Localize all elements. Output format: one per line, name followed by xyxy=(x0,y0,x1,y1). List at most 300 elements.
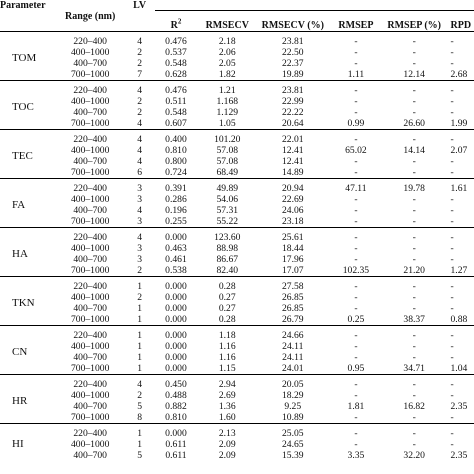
cell-r2: 0.000 xyxy=(165,292,187,303)
cell-rmsep-pct: - xyxy=(412,341,416,352)
parameter-cell: TKN xyxy=(0,281,56,326)
cell-rmsecv-pct: 26.85 xyxy=(281,292,304,303)
cell-lv: 4 xyxy=(137,134,143,145)
cell-rpd: - xyxy=(445,216,474,228)
header-range-label: Range (nm) xyxy=(65,10,116,22)
cell-rmsep-pct: - xyxy=(412,47,416,58)
cell-rmsecv: 1.16 xyxy=(218,341,236,352)
cell-r2: 0.548 xyxy=(165,107,187,118)
cell-rpd: 0.88 xyxy=(445,314,474,326)
cell-rmsecv: 2.09 xyxy=(218,439,236,450)
table-row xyxy=(0,243,474,254)
cell-rmsep: - xyxy=(354,194,358,205)
cell-rmsecv: 1.82 xyxy=(197,69,258,81)
cell-rmsecv-pct: 10.89 xyxy=(258,412,328,424)
parameter-cell: HR xyxy=(0,379,56,424)
cell-rpd: 2.07 xyxy=(450,145,468,156)
cell-lv: 3 xyxy=(137,183,143,194)
cell-rmsep-pct: 38.37 xyxy=(384,314,445,326)
cell-rpd: - xyxy=(450,428,454,439)
cell-lv: 2 xyxy=(137,107,143,118)
table-row xyxy=(0,390,474,401)
cell-rmsecv: 2.06 xyxy=(218,47,236,58)
table-row xyxy=(0,450,474,461)
cell-rmsep: - xyxy=(354,96,358,107)
cell-rmsecv: 82.40 xyxy=(197,265,258,277)
cell-rmsecv-pct: 24.06 xyxy=(281,205,304,216)
cell-lv: 4 xyxy=(137,232,143,243)
cell-rmsep-pct: - xyxy=(412,194,416,205)
table-row xyxy=(0,363,474,375)
table-row xyxy=(0,85,474,96)
header-parameter xyxy=(0,0,56,32)
header-rmsecv-pct-label: RMSECV (%) xyxy=(261,20,324,31)
cell-rmsep-pct: - xyxy=(412,232,416,243)
cell-rmsecv-pct: 22.22 xyxy=(281,107,304,118)
header-rmsep-pct-label: RMSEP (%) xyxy=(387,20,441,31)
cell-rmsep: - xyxy=(354,379,358,390)
cell-rpd: 1.99 xyxy=(445,118,474,130)
header-rmsecv xyxy=(197,11,258,32)
cell-range: 220–400 xyxy=(73,134,107,145)
table-row xyxy=(0,58,474,69)
cell-rmsecv-pct: 25.05 xyxy=(281,428,304,439)
cell-rmsep-pct: 19.78 xyxy=(403,183,425,194)
cell-lv: 1 xyxy=(124,314,155,326)
cell-rmsecv-pct: 24.11 xyxy=(282,341,304,352)
cell-lv: 1 xyxy=(137,428,143,439)
cell-r2: 0.000 xyxy=(155,314,197,326)
cell-rmsecv-pct: 17.07 xyxy=(258,265,328,277)
cell-rmsecv-pct: 15.39 xyxy=(281,450,304,461)
cell-r2: 0.000 xyxy=(155,363,197,375)
cell-lv: 2 xyxy=(137,390,143,401)
table-row xyxy=(0,145,474,156)
cell-rmsecv: 57.08 xyxy=(216,156,239,167)
cell-rmsep: - xyxy=(354,205,358,216)
cell-lv: 1 xyxy=(137,303,143,314)
cell-rmsecv-pct: 23.81 xyxy=(281,85,304,96)
cell-range: 400–700 xyxy=(73,303,107,314)
cell-rmsecv-pct: 23.81 xyxy=(281,36,304,47)
cell-rpd: - xyxy=(450,47,454,58)
cell-range: 700–1000 xyxy=(56,265,124,277)
cell-rmsep: - xyxy=(354,156,358,167)
cell-rpd: - xyxy=(450,330,454,341)
cell-range: 700–1000 xyxy=(56,314,124,326)
cell-rmsep: - xyxy=(354,390,358,401)
cell-rmsep: 0.95 xyxy=(328,363,384,375)
cell-lv: 2 xyxy=(137,47,143,58)
cell-rmsep: - xyxy=(354,254,358,265)
cell-rpd: - xyxy=(450,341,454,352)
cell-rmsecv-pct: 20.05 xyxy=(281,379,304,390)
table-row xyxy=(0,36,474,47)
cell-range: 700–1000 xyxy=(56,167,124,179)
cell-range: 400–1000 xyxy=(70,243,110,254)
header-rmsecv-pct xyxy=(258,11,328,32)
header-range-top-label xyxy=(113,0,118,1)
cell-rmsecv: 0.28 xyxy=(197,314,258,326)
table-row xyxy=(0,314,474,326)
cell-rpd: - xyxy=(450,281,454,292)
cell-lv: 2 xyxy=(124,265,155,277)
cell-rmsep: 3.35 xyxy=(347,450,365,461)
cell-rmsep-pct: - xyxy=(412,134,416,145)
cell-rmsecv-pct: 24.11 xyxy=(282,352,304,363)
cell-rmsep: - xyxy=(328,167,384,179)
cell-rmsecv-pct: 22.99 xyxy=(281,96,304,107)
cell-rpd: - xyxy=(450,379,454,390)
header-r2-superscript: 2 xyxy=(177,17,182,26)
cell-rmsep-pct: 14.14 xyxy=(403,145,425,156)
cell-rmsep-pct: - xyxy=(412,281,416,292)
cell-rmsecv: 88.98 xyxy=(216,243,239,254)
cell-rpd: - xyxy=(450,36,454,47)
cell-rmsep: - xyxy=(354,303,358,314)
cell-range: 400–700 xyxy=(73,58,107,69)
table-row xyxy=(0,265,474,277)
cell-rmsep-pct: - xyxy=(412,205,416,216)
table-body xyxy=(0,32,474,462)
cell-rmsep-pct: 12.14 xyxy=(384,69,445,81)
cell-rmsep: - xyxy=(354,439,358,450)
parameter-cell: CN xyxy=(0,330,56,375)
cell-rmsep: 102.35 xyxy=(328,265,384,277)
cell-rmsecv: 68.49 xyxy=(197,167,258,179)
cell-r2: 0.628 xyxy=(155,69,197,81)
cell-rpd: 2.35 xyxy=(450,450,468,461)
cell-rpd: - xyxy=(450,156,454,167)
cell-rpd: 1.04 xyxy=(445,363,474,375)
cell-range: 400–700 xyxy=(73,205,107,216)
cell-r2: 0.724 xyxy=(155,167,197,179)
cell-rmsecv-pct: 12.41 xyxy=(281,145,304,156)
table-row xyxy=(0,341,474,352)
cell-range: 220–400 xyxy=(73,183,107,194)
cell-rmsecv-pct: 22.37 xyxy=(281,58,304,69)
header-parameter-label: Parameter xyxy=(0,0,46,11)
cell-rmsecv: 123.60 xyxy=(214,232,241,243)
cell-rmsecv-pct: 26.85 xyxy=(281,303,304,314)
cell-rmsep-pct: - xyxy=(384,167,445,179)
cell-rmsecv: 1.129 xyxy=(216,107,239,118)
cell-rmsep-pct: 21.20 xyxy=(384,265,445,277)
table-row xyxy=(0,156,474,167)
cell-rmsep-pct: - xyxy=(412,379,416,390)
cell-lv: 5 xyxy=(137,401,143,412)
cell-lv: 4 xyxy=(137,156,143,167)
cell-lv: 1 xyxy=(137,352,143,363)
cell-rmsecv: 1.60 xyxy=(197,412,258,424)
cell-rpd: - xyxy=(450,352,454,363)
cell-rmsep-pct: - xyxy=(412,390,416,401)
cell-rpd: - xyxy=(450,303,454,314)
cell-rmsep: - xyxy=(354,232,358,243)
cell-r2: 0.000 xyxy=(165,232,187,243)
parameter-cell: HA xyxy=(0,232,56,277)
cell-rmsecv: 2.18 xyxy=(218,36,236,47)
cell-rmsecv: 57.08 xyxy=(216,145,239,156)
cell-range: 400–1000 xyxy=(70,439,110,450)
cell-r2: 0.607 xyxy=(155,118,197,130)
cell-rmsep-pct: - xyxy=(412,292,416,303)
cell-rpd: - xyxy=(450,439,454,450)
cell-r2: 0.538 xyxy=(155,265,197,277)
cell-lv: 1 xyxy=(137,341,143,352)
cell-rmsep-pct: 26.60 xyxy=(384,118,445,130)
cell-range: 400–1000 xyxy=(70,341,110,352)
cell-rmsecv-pct: 20.94 xyxy=(281,183,304,194)
cell-r2: 0.196 xyxy=(165,205,187,216)
cell-rmsecv-pct: 26.79 xyxy=(258,314,328,326)
cell-r2: 0.000 xyxy=(165,352,187,363)
cell-rpd: 1.61 xyxy=(450,183,468,194)
table-row xyxy=(0,96,474,107)
cell-rmsep: 0.25 xyxy=(328,314,384,326)
table-row xyxy=(0,167,474,179)
cell-lv: 7 xyxy=(124,69,155,81)
cell-rmsecv: 54.06 xyxy=(216,194,239,205)
cell-rmsecv-pct: 14.89 xyxy=(258,167,328,179)
cell-rmsecv-pct: 9.25 xyxy=(284,401,302,412)
cell-lv: 4 xyxy=(137,85,143,96)
cell-rmsep-pct: - xyxy=(412,58,416,69)
cell-rmsecv-pct: 22.69 xyxy=(281,194,304,205)
cell-rmsep: - xyxy=(354,428,358,439)
cell-rmsep: 65.02 xyxy=(345,145,367,156)
cell-rmsecv-pct: 27.58 xyxy=(281,281,304,292)
cell-range: 400–700 xyxy=(73,450,107,461)
cell-rmsecv: 101.20 xyxy=(214,134,241,145)
cell-range: 400–700 xyxy=(73,107,107,118)
cell-rmsep: - xyxy=(354,281,358,292)
cell-rmsecv: 55.22 xyxy=(197,216,258,228)
cell-rpd: 2.68 xyxy=(445,69,474,81)
cell-range: 400–700 xyxy=(73,352,107,363)
cell-rmsep: 0.99 xyxy=(328,118,384,130)
cell-rmsecv: 86.67 xyxy=(216,254,239,265)
cell-r2: 0.476 xyxy=(165,85,187,96)
header-rmsep xyxy=(328,11,384,32)
cell-rpd: - xyxy=(450,232,454,243)
cell-rmsecv: 0.27 xyxy=(218,303,236,314)
table-row xyxy=(0,428,474,439)
cell-range: 220–400 xyxy=(73,428,107,439)
cell-range: 400–700 xyxy=(73,254,107,265)
cell-range: 700–1000 xyxy=(56,118,124,130)
cell-r2: 0.800 xyxy=(165,156,187,167)
cell-r2: 0.511 xyxy=(165,96,187,107)
cell-rmsep: - xyxy=(354,243,358,254)
cell-rpd: - xyxy=(450,107,454,118)
cell-lv: 2 xyxy=(137,292,143,303)
cell-range: 220–400 xyxy=(73,36,107,47)
cell-rpd: - xyxy=(450,58,454,69)
cell-rmsep-pct: - xyxy=(412,254,416,265)
cell-rmsep: - xyxy=(354,58,358,69)
cell-rmsep: - xyxy=(354,352,358,363)
cell-rmsep-pct: - xyxy=(412,352,416,363)
cell-r2: 0.000 xyxy=(165,341,187,352)
cell-rmsecv: 2.94 xyxy=(218,379,236,390)
table-row xyxy=(0,281,474,292)
cell-rmsep-pct: - xyxy=(412,85,416,96)
cell-range: 400–700 xyxy=(73,156,107,167)
cell-rmsep: - xyxy=(354,341,358,352)
cell-rmsecv-pct: 17.96 xyxy=(281,254,304,265)
cell-range: 220–400 xyxy=(73,232,107,243)
table-row xyxy=(0,134,474,145)
cell-r2: 0.476 xyxy=(165,36,187,47)
table-row xyxy=(0,69,474,81)
cell-rmsep: - xyxy=(354,330,358,341)
table-row xyxy=(0,292,474,303)
cell-range: 400–700 xyxy=(73,401,107,412)
cell-rmsep-pct: - xyxy=(412,243,416,254)
cell-rmsecv-pct: 24.01 xyxy=(258,363,328,375)
cell-r2: 0.000 xyxy=(165,428,187,439)
cell-range: 400–1000 xyxy=(70,390,110,401)
cell-r2: 0.000 xyxy=(165,281,187,292)
header-range xyxy=(56,11,124,32)
header-row-2 xyxy=(0,11,474,32)
cell-range: 220–400 xyxy=(73,281,107,292)
cell-r2: 0.461 xyxy=(165,254,187,265)
cell-rmsep-pct: - xyxy=(412,439,416,450)
cell-rpd: - xyxy=(450,292,454,303)
cell-rmsep-pct: - xyxy=(384,412,445,424)
cell-rmsep-pct: 34.71 xyxy=(384,363,445,375)
cell-rmsecv-pct: 24.66 xyxy=(281,330,304,341)
cell-r2: 0.488 xyxy=(165,390,187,401)
header-r2-label: R xyxy=(170,20,178,31)
cell-rmsep-pct: - xyxy=(412,330,416,341)
table-row xyxy=(0,412,474,424)
cell-lv: 1 xyxy=(137,439,143,450)
cell-rmsecv: 2.13 xyxy=(218,428,236,439)
cell-r2: 0.537 xyxy=(165,47,187,58)
cell-rmsecv: 57.31 xyxy=(216,205,239,216)
cell-rpd: - xyxy=(450,194,454,205)
cell-rpd: - xyxy=(445,412,474,424)
cell-rpd: - xyxy=(445,167,474,179)
table-row xyxy=(0,216,474,228)
cell-rpd: - xyxy=(450,254,454,265)
cell-lv: 2 xyxy=(137,58,143,69)
cell-lv: 5 xyxy=(137,450,143,461)
cell-rmsep-pct: 16.82 xyxy=(403,401,425,412)
cell-rmsecv: 1.15 xyxy=(197,363,258,375)
cell-r2: 0.548 xyxy=(165,58,187,69)
cell-rmsecv: 2.69 xyxy=(218,390,236,401)
cell-lv: 2 xyxy=(137,96,143,107)
cell-r2: 0.000 xyxy=(165,303,187,314)
header-lv-label: LV xyxy=(133,0,147,11)
cell-rmsep: 1.81 xyxy=(347,401,365,412)
cell-lv: 3 xyxy=(137,254,143,265)
cell-lv: 1 xyxy=(137,330,143,341)
cell-r2: 0.611 xyxy=(165,439,187,450)
cell-rmsecv: 1.05 xyxy=(197,118,258,130)
parameter-cell: TEC xyxy=(0,134,56,179)
cell-lv: 8 xyxy=(124,412,155,424)
cell-range: 700–1000 xyxy=(56,216,124,228)
cell-range: 400–1000 xyxy=(70,145,110,156)
cell-r2: 0.400 xyxy=(165,134,187,145)
table-row xyxy=(0,205,474,216)
cell-rmsep: - xyxy=(354,36,358,47)
parameter-cell: TOM xyxy=(0,36,56,81)
cell-rmsecv-pct: 24.65 xyxy=(281,439,304,450)
cell-lv: 1 xyxy=(124,363,155,375)
cell-rmsep: - xyxy=(354,134,358,145)
cell-lv: 3 xyxy=(137,194,143,205)
cell-r2: 0.810 xyxy=(165,145,187,156)
cell-rpd: - xyxy=(450,96,454,107)
cell-rmsep: 1.11 xyxy=(328,69,384,81)
cell-range: 400–1000 xyxy=(70,292,110,303)
cell-r2: 0.000 xyxy=(165,330,187,341)
cell-rmsecv: 2.05 xyxy=(218,58,236,69)
cell-rpd: - xyxy=(450,243,454,254)
table-row xyxy=(0,254,474,265)
table-row xyxy=(0,352,474,363)
cell-rmsep-pct: - xyxy=(412,303,416,314)
cell-rmsecv: 0.28 xyxy=(218,281,236,292)
cell-range: 400–1000 xyxy=(70,194,110,205)
cell-rmsecv-pct: 23.18 xyxy=(258,216,328,228)
table-row xyxy=(0,107,474,118)
cell-rmsecv: 2.09 xyxy=(218,450,236,461)
cell-lv: 6 xyxy=(124,167,155,179)
table-row xyxy=(0,232,474,243)
cell-lv: 3 xyxy=(137,243,143,254)
header-range-top xyxy=(56,0,124,11)
header-rpd xyxy=(445,11,474,32)
cell-r2: 0.611 xyxy=(165,450,187,461)
table-row xyxy=(0,194,474,205)
cell-rmsep-pct: - xyxy=(412,96,416,107)
cell-rpd: - xyxy=(450,85,454,96)
cell-lv: 4 xyxy=(137,36,143,47)
table-row xyxy=(0,379,474,390)
cell-rmsecv-pct: 25.61 xyxy=(281,232,304,243)
cell-rmsecv-pct: 22.01 xyxy=(281,134,304,145)
cell-range: 220–400 xyxy=(73,85,107,96)
cell-r2: 0.882 xyxy=(165,401,187,412)
cell-rmsecv-pct: 12.41 xyxy=(281,156,304,167)
cell-r2: 0.463 xyxy=(165,243,187,254)
header-row-1 xyxy=(0,0,474,11)
table-row xyxy=(0,330,474,341)
header-rmsep-label: RMSEP xyxy=(338,20,374,31)
cell-rmsecv: 1.168 xyxy=(216,96,239,107)
header-rmsep-pct xyxy=(384,11,445,32)
cell-rmsep-pct: - xyxy=(412,36,416,47)
cell-rmsecv-pct: 20.64 xyxy=(258,118,328,130)
cell-rpd: - xyxy=(450,134,454,145)
cell-rmsep: - xyxy=(354,107,358,118)
cell-lv: 3 xyxy=(124,216,155,228)
cell-lv: 4 xyxy=(137,379,143,390)
header-rpd-label: RPD xyxy=(450,20,472,31)
cell-rmsep: - xyxy=(328,216,384,228)
header-r2 xyxy=(155,11,197,32)
cell-r2: 0.255 xyxy=(155,216,197,228)
cell-range: 220–400 xyxy=(73,379,107,390)
cell-range: 700–1000 xyxy=(56,69,124,81)
